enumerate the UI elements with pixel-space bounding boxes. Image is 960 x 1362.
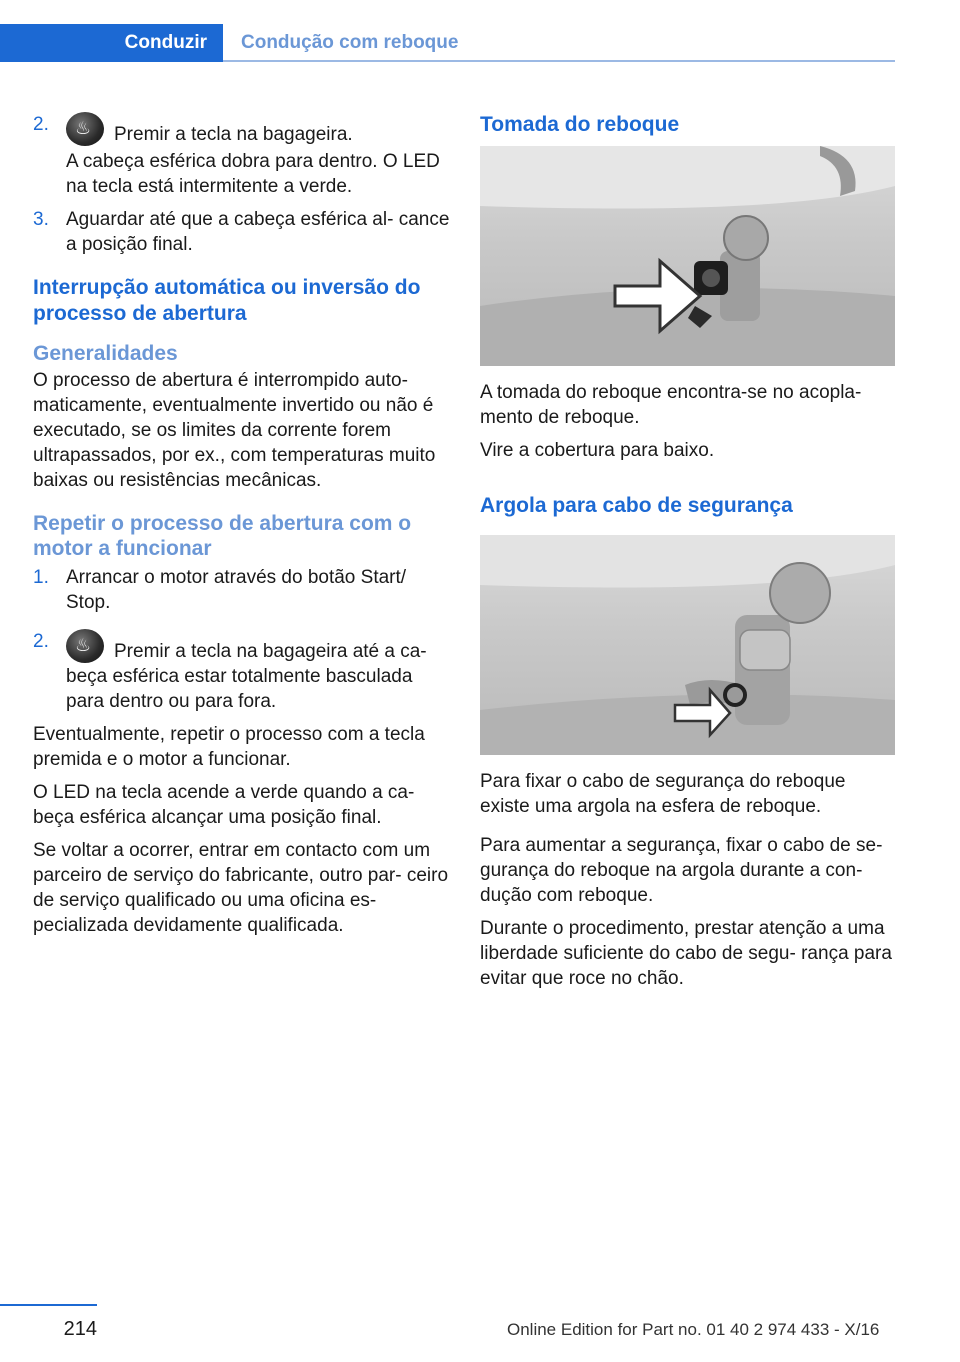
page-header	[0, 24, 895, 62]
step-number: 2.	[33, 114, 49, 135]
step-number: 1.	[33, 567, 49, 588]
step-text: Premir a tecla na bagageira até a ca‐ beça esférica estar totalmente basculada para dentro ou para fora.	[66, 641, 427, 712]
subsection-heading: Repetir o processo de abertura com o motor a funcionar	[33, 512, 412, 560]
subsection-heading: Generalidades	[33, 342, 178, 365]
paragraph: Se voltar a ocorrer, entrar em contacto com um parceiro de serviço do fabricante, outro par‐ ceiro de serviço qualificado ou uma oficina es‐ pecializada devidamente qualificada.	[33, 840, 449, 936]
page-number: 214	[63, 1318, 97, 1340]
footer-divider	[0, 1304, 97, 1306]
step-item	[33, 565, 451, 615]
paragraph: O LED na tecla acende a verde quando a ca‐ beça esférica alcançar uma posição final.	[33, 782, 415, 828]
header-divider	[223, 60, 895, 62]
edition-note: Online Edition for Part no. 01 40 2 974 433 - X/16	[507, 1320, 880, 1339]
trailer-socket-image	[480, 146, 895, 366]
step-detail: A cabeça esférica dobra para dentro. O LED na tecla está intermitente a verde.	[66, 151, 440, 197]
towbar-key-icon	[66, 629, 104, 663]
step-item	[33, 629, 451, 714]
paragraph: Para aumentar a segurança, fixar o cabo de se‐ gurança do reboque na argola durante a con‐ dução com reboque.	[480, 835, 883, 906]
section-heading: Tomada do reboque	[480, 113, 680, 136]
safety-cable-ring-image	[480, 535, 895, 755]
step-item	[33, 207, 451, 257]
paragraph: Durante o procedimento, prestar atenção a uma liberdade suficiente do cabo de segu‐ rança para evitar que roce no chão.	[480, 918, 892, 989]
step-number: 2.	[33, 631, 49, 652]
step-number: 3.	[33, 209, 49, 230]
step-item	[33, 112, 451, 199]
section-heading: Argola para cabo de segurança	[480, 494, 793, 517]
section-heading: Interrupção automática ou inversão do processo de abertura	[33, 276, 421, 325]
step-text: Arrancar o motor através do botão Start/ Stop.	[66, 567, 407, 613]
right-column	[480, 112, 895, 999]
tab-section[interactable]: Condução com reboque	[241, 32, 459, 53]
tab-chapter[interactable]: Conduzir	[0, 24, 223, 62]
towbar-key-icon	[66, 112, 104, 146]
paragraph: Vire a cobertura para baixo.	[480, 440, 715, 461]
paragraph: O processo de abertura é interrompido auto‐ maticamente, eventualmente invertido ou não é executado, se os limites da corrente forem ultrapassados, por ex., com temperaturas muito baixas ou resistências mecânicas.	[33, 370, 436, 491]
left-column	[33, 112, 451, 946]
paragraph: A tomada do reboque encontra-se no acopla‐ mento de reboque.	[480, 382, 862, 428]
step-text: Aguardar até que a cabeça esférica al‐ cance a posição final.	[66, 209, 450, 255]
paragraph: Eventualmente, repetir o processo com a tecla premida e o motor a funcionar.	[33, 724, 425, 770]
paragraph: Para fixar o cabo de segurança do reboque existe uma argola na esfera de reboque.	[480, 771, 846, 817]
step-text: Premir a tecla na bagageira.	[114, 124, 353, 145]
